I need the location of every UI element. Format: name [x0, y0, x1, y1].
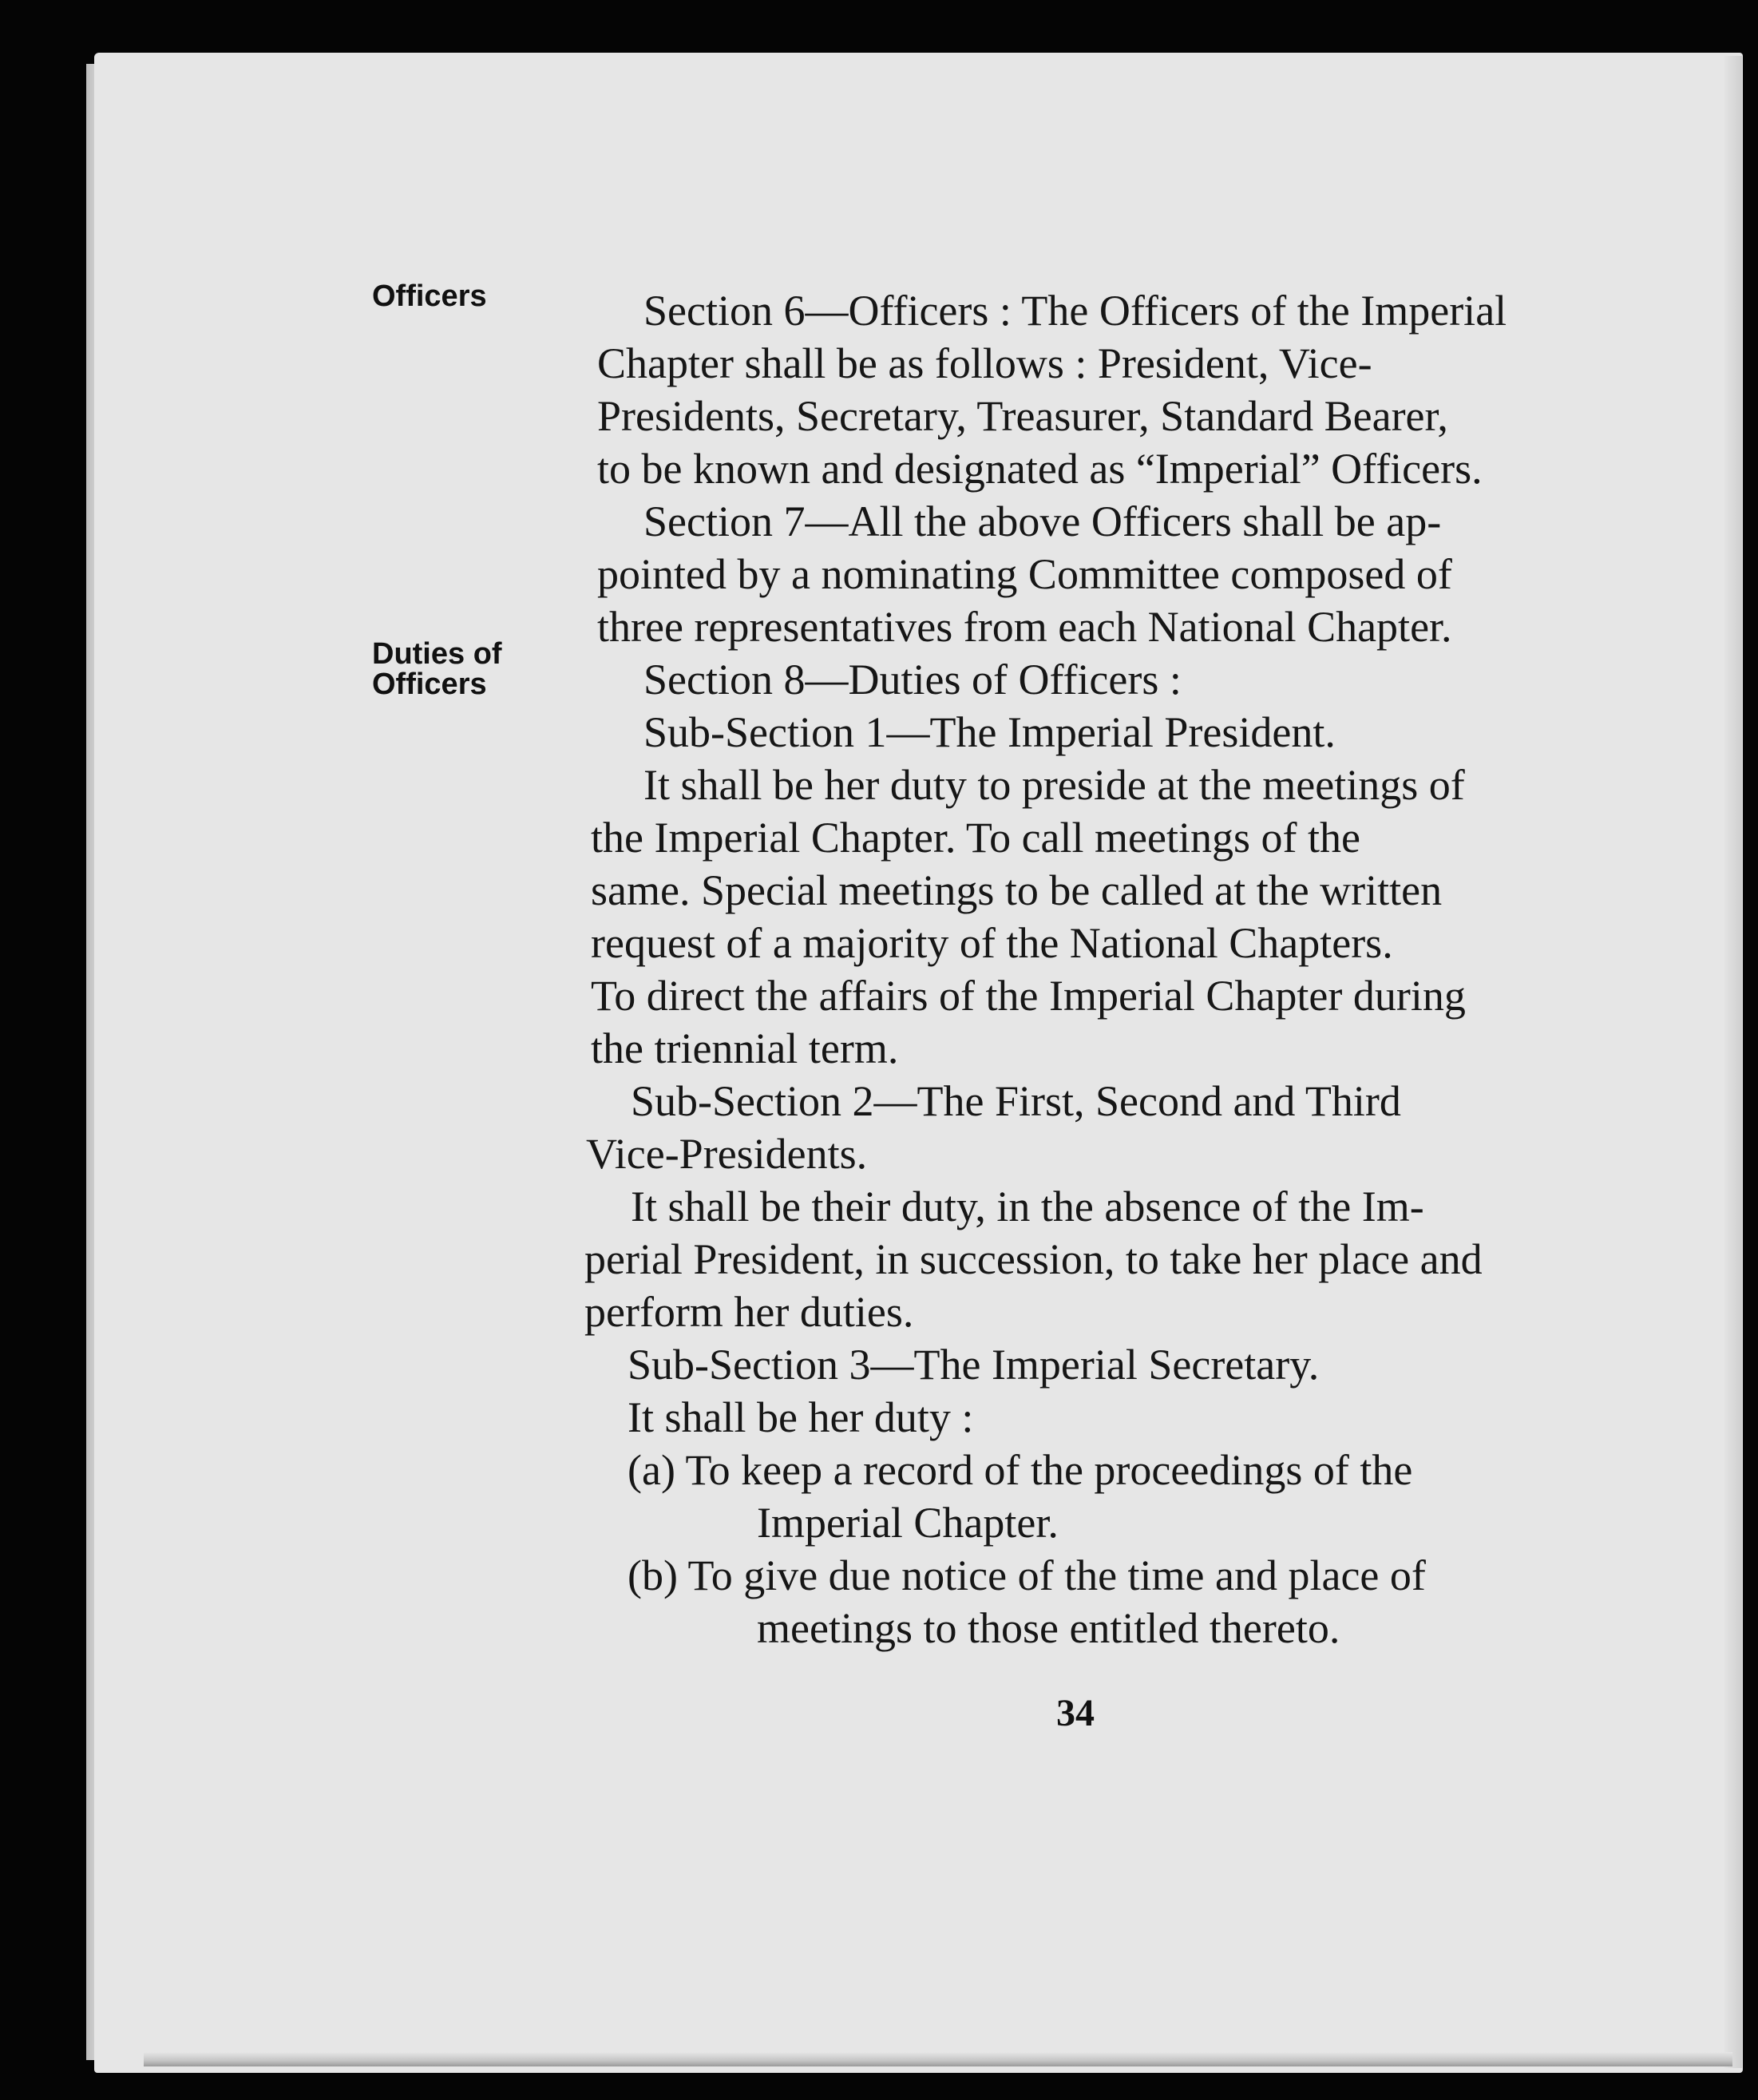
- text-line-25: (b) To give due notice of the time and place of: [628, 1551, 1426, 1599]
- margin-note-duties-line2: Officers: [372, 668, 487, 701]
- text-line-4: to be known and designated as “Imperial” Officers.: [597, 445, 1483, 493]
- text-line-13: request of a majority of the National Chapters.: [591, 919, 1393, 967]
- text-line-12: same. Special meetings to be called at the written: [591, 866, 1443, 914]
- text-line-24: Imperial Chapter.: [757, 1499, 1059, 1547]
- text-line-10: It shall be her duty to preside at the meetings of: [643, 761, 1465, 809]
- text-line-5: Section 7—All the above Officers shall be ap-: [643, 497, 1442, 545]
- text-line-6: pointed by a nominating Committee composed of: [597, 550, 1452, 598]
- text-line-16: Sub-Section 2—The First, Second and Third: [631, 1077, 1401, 1125]
- text-line-8: Section 8—Duties of Officers :: [643, 656, 1182, 703]
- text-line-2: Chapter shall be as follows : President, Vice-: [597, 339, 1372, 387]
- text-line-1: Section 6—Officers : The Officers of the Imperial: [643, 287, 1507, 335]
- text-line-15: the triennial term.: [591, 1024, 899, 1072]
- text-line-22: It shall be her duty :: [628, 1393, 974, 1441]
- page-number: 34: [1056, 1692, 1095, 1734]
- page-edge-right: [1724, 56, 1742, 2068]
- text-line-14: To direct the affairs of the Imperial Chapter during: [591, 972, 1466, 1020]
- text-line-23: (a) To keep a record of the proceedings of the: [628, 1446, 1413, 1494]
- text-line-7: three representatives from each National Chapter.: [597, 603, 1452, 651]
- text-line-20: perform her duties.: [584, 1288, 914, 1336]
- page-edge-bottom: [144, 2052, 1732, 2066]
- margin-note-officers: Officers: [372, 279, 487, 313]
- margin-note-duties-line1: Duties of: [372, 637, 502, 671]
- text-line-18: It shall be their duty, in the absence of the Im-: [631, 1183, 1424, 1230]
- text-line-3: Presidents, Secretary, Treasurer, Standard Bearer,: [597, 392, 1448, 440]
- text-line-9: Sub-Section 1—The Imperial President.: [643, 708, 1336, 756]
- text-line-19: perial President, in succession, to take her place and: [584, 1235, 1483, 1283]
- text-line-11: the Imperial Chapter. To call meetings of the: [591, 814, 1360, 862]
- text-line-17: Vice-Presidents.: [586, 1130, 868, 1178]
- text-line-21: Sub-Section 3—The Imperial Secretary.: [628, 1341, 1320, 1389]
- text-line-26: meetings to those entitled thereto.: [757, 1604, 1340, 1652]
